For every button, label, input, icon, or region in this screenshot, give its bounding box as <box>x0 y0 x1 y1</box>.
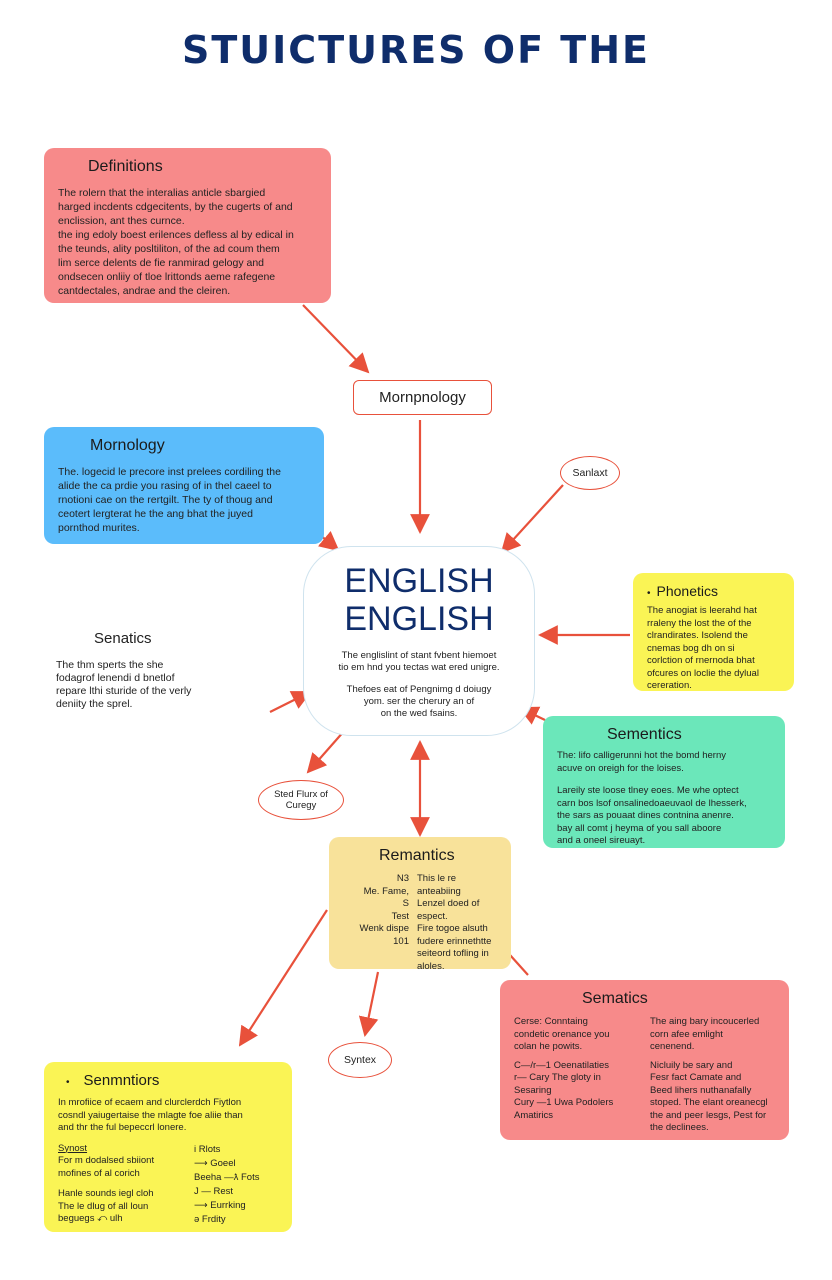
sematics-right-item: cenenend. <box>650 1041 695 1052</box>
stedflurx-label-2: Curegy <box>285 800 317 811</box>
senmntiors-card <box>44 1062 292 1232</box>
senatics-line: repare lthi sturide of the verly <box>56 685 192 697</box>
sementics-line: the sars as pouaat dines contnina anenre. <box>557 810 734 821</box>
sematics-right-item: Nicluily be sary and <box>650 1059 733 1071</box>
morphology-line: pornthod murites. <box>58 522 140 534</box>
senmntiors-line: In mrofiice of ecaem and clurclerdch Fiytlon <box>58 1097 242 1108</box>
definitions-line: ondsecen onliiy of tloe lrittonds aeme rafegene <box>58 271 276 283</box>
sematics-right-item: Beed lihers nuthanafally <box>650 1084 752 1096</box>
sementics-line: and a oneel sireuayt. <box>557 835 646 846</box>
sematics-left-item: Sesaring <box>514 1084 552 1096</box>
phonetics-bullet: • <box>647 588 651 599</box>
sementics-line: carn bos lsof onsalinedoaeuvaol de lhesserk, <box>557 797 747 809</box>
sematics-left-item: Cury —1 Uwa Podolers <box>514 1097 614 1108</box>
arrow-remantics-to-senmntiors <box>240 910 327 1045</box>
sematics-left-item: condetic orenance you <box>514 1028 610 1040</box>
phonetics-line: rraleny the lost the of the <box>647 617 752 629</box>
syntex-oval <box>328 1042 392 1078</box>
remantics-right-item: Fire togoe alsuth <box>417 923 488 934</box>
center-heading-2: ENGLISH <box>344 600 494 638</box>
sementics-card <box>543 716 785 848</box>
center-subtext: yom. ser the cherury an of <box>363 696 475 707</box>
arrow-remantics-to-syntex <box>365 972 378 1035</box>
remantics-left-item: Me. Fame, <box>363 885 409 897</box>
sematics-right-item: corn afee emlight <box>650 1028 723 1040</box>
senmntiors-sub-line: mofines of al corich <box>58 1167 140 1179</box>
senmntiors-sub-line: Hanle sounds iegl cloh <box>58 1188 154 1199</box>
definitions-line: the ing edoly boest erilences defless al by edical in <box>58 229 294 241</box>
phonetics-title: Phonetics <box>656 583 718 599</box>
senmntiors-title: Senmntiors <box>83 1072 160 1089</box>
sematics-left-item: r— Cary The gloty in <box>514 1072 601 1083</box>
phonetics-line: The anogiat is leerahd hat <box>647 605 757 616</box>
center-subtext: tio em hnd you tectas wat ered unigre. <box>338 662 500 673</box>
remantics-left-item: N3 <box>396 873 409 884</box>
sementics-line: Lareily ste loose tlney eoes. Me whe optect <box>557 785 739 796</box>
remantics-right-item: fudere erinnethtte <box>417 935 492 947</box>
sematics-title: Sematics <box>582 990 648 1007</box>
remantics-left-item: Test <box>391 910 409 922</box>
sematics-card <box>500 980 789 1140</box>
morphology-line: The. logecid le precore inst prelees cordiling the <box>58 466 281 478</box>
center-node <box>303 546 535 736</box>
senmntiors-right-item: Beeha —ƛ Fots <box>194 1171 260 1183</box>
arrow-definitions-to-morph-pill <box>303 305 368 372</box>
senmntiors-sub-line: For m dodalsed sbiiont <box>58 1155 155 1166</box>
definitions-line: The rolern that the interalias anticle sbargied <box>58 187 266 199</box>
sematics-right-item: Fesr fact Camate and <box>650 1072 742 1083</box>
senmntiors-right-item: ⟶ Eurrking <box>194 1199 246 1211</box>
senmntiors-line: cosndl yaiugertaise the mlagte foe aliie than <box>58 1109 243 1121</box>
morphology-pill <box>353 380 492 415</box>
center-subtext: Thefoes eat of Pengnimg d doiugy <box>346 684 492 695</box>
senmntiors-sub-line: beguegs ⤺ ulh <box>58 1213 123 1224</box>
stedflurx-label-1: Sted Flurx of <box>274 789 328 800</box>
morphology-line: alide the ca prdie you rasing of in thel caeel to <box>58 480 272 492</box>
sematics-right-item: the and peer lesgs, Pest for <box>650 1109 767 1121</box>
center-subtext: The englislint of stant fvbent hiemoet <box>341 650 497 661</box>
phonetics-line: corlction of rnernoda bhat <box>647 655 755 666</box>
senatics-line: fodagrof lenendi d bnetlof <box>56 672 175 684</box>
senatics-line: deniity the sprel. <box>56 698 133 710</box>
page-title: STUICTURES OF THE <box>182 28 650 72</box>
definitions-card <box>44 148 331 303</box>
phonetics-line: cnemas bog dh on si <box>647 642 735 654</box>
stedflurx-oval <box>258 780 344 820</box>
remantics-title: Remantics <box>379 847 455 864</box>
sematics-right-item: The aing bary incoucerled <box>650 1016 760 1027</box>
arrow-syntax-to-center <box>502 485 563 552</box>
senmntiors-line: and thr the ful bepeccrl lonere. <box>58 1122 187 1133</box>
arrow-center-to-stedflurx <box>308 730 345 772</box>
senmntiors-right-item: i Rlots <box>194 1143 221 1155</box>
definitions-line: the teunds, ality posltiliton, of the ad coum them <box>58 243 280 255</box>
phonetics-line: cereration. <box>647 680 692 691</box>
morphology-pill-label: Mornpnology <box>379 389 466 406</box>
remantics-right-item: Lenzel doed of <box>417 898 480 909</box>
definitions-line: lim serce delents de fie ranmirad gelogy and <box>58 257 265 269</box>
definitions-line: enclission, ant thes curnce. <box>58 215 185 227</box>
remantics-left-item: S <box>402 898 409 909</box>
center-subtext: on the wed fsains. <box>380 708 458 719</box>
sematics-left-item: C—/r—1 Oeenatilaties <box>514 1059 610 1071</box>
remantics-left-item: Wenk dispe <box>359 923 409 934</box>
sematics-left-item: Cerse: Conntaing <box>514 1016 588 1027</box>
phonetics-line: clrandirates. Isolend the <box>647 630 748 641</box>
remantics-right-item: aloles. <box>417 960 445 972</box>
senatics-line: The thm sperts the she <box>56 659 164 671</box>
morphology-card <box>44 427 324 544</box>
phonetics-line: ofcures on loclie the dylual <box>647 667 759 679</box>
connector-remantics-to-sematics <box>510 955 528 975</box>
center-heading-1: ENGLISH <box>344 562 494 600</box>
definitions-title: Definitions <box>88 158 163 175</box>
sematics-right-item: stoped. The elant oreanecgl <box>650 1097 768 1108</box>
sematics-left-item: colan he powits. <box>514 1041 583 1052</box>
senmntiors-subhead: Synost <box>58 1142 88 1154</box>
remantics-right-item: seiteord tofling in <box>417 948 489 959</box>
sematics-left-item: Amatirics <box>514 1109 554 1121</box>
senmntiors-right-item: ⟶ Goeel <box>194 1157 236 1169</box>
morphology-line: ceotert lergterat he the ang bhat the juyed <box>58 508 253 520</box>
senmntiors-sub-line: The le dlug of all loun <box>58 1200 149 1212</box>
morphology-title: Mornology <box>90 437 165 454</box>
sementics-line: acuve on oreigh for the loises. <box>557 762 684 774</box>
senmntiors-bullet: • <box>66 1077 70 1088</box>
remantics-card <box>329 837 511 972</box>
senatics-block <box>56 630 246 711</box>
syntax-oval-label: Sanlaxt <box>572 467 608 479</box>
sementics-line: bay all comt j heyma of you sall aboore <box>557 822 722 834</box>
morphology-line: rnotioni cae on the rertgilt. The ty of thoug and <box>58 494 273 506</box>
remantics-left-item: 101 <box>393 935 409 947</box>
phonetics-card <box>633 573 794 691</box>
senmntiors-right-item: ə Frdity <box>194 1213 226 1225</box>
sementics-line: The: lifo calligerunni hot the bomd herny <box>557 750 726 761</box>
sementics-title: Sementics <box>607 726 682 743</box>
syntex-oval-label: Syntex <box>343 1054 377 1066</box>
remantics-right-item: espect. <box>417 910 448 922</box>
remantics-right-item: This le re anteabiing <box>417 873 461 897</box>
sematics-right-item: the declinees. <box>650 1122 709 1133</box>
definitions-line: cantdectales, andrae and the cleiren. <box>58 285 231 297</box>
senatics-title: Senatics <box>94 630 152 647</box>
syntax-oval <box>560 456 620 490</box>
senmntiors-right-item: J — Rest <box>194 1185 234 1197</box>
definitions-line: harged incdents cdgecitents, by the cugerts of and <box>58 201 293 213</box>
